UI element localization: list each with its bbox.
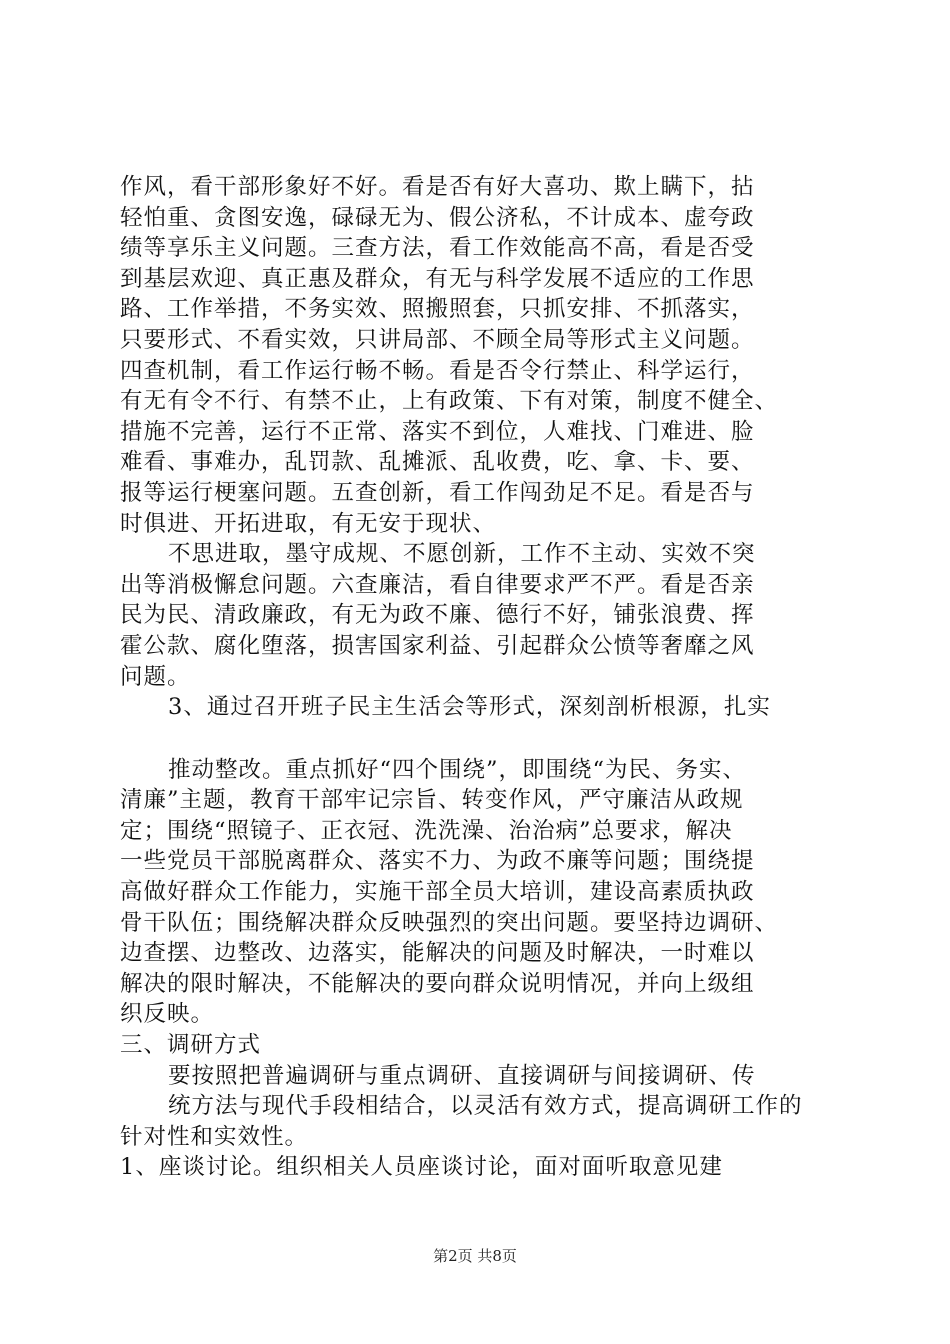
text-line: 1、座谈讨论。组织相关人员座谈讨论，面对面听取意见建 (120, 1154, 723, 1181)
text-line: 一些党员干部脱离群众、落实不力、为政不廉等问题；围绕提 (120, 848, 755, 875)
paragraph-gap (120, 723, 832, 755)
text-line: 有无有令不行、有禁不止，上有政策、下有对策，制度不健全、 (120, 388, 779, 415)
text-line: 时俱进、开拓进取，有无安于现状、 (120, 510, 497, 537)
text-line: 边查摆、边整改、边落实，能解决的问题及时解决，一时难以 (120, 940, 755, 967)
text-line: 定；围绕“照镜子、正衣冠、洗洗澡、治治病”总要求，解决 (120, 817, 733, 844)
text-line: 路、工作举措，不务实效、照搬照套，只抓安排、不抓落实， (120, 296, 755, 323)
text-line: 推动整改。重点抓好“四个围绕”，即围绕“为民、务实、 (168, 756, 747, 783)
text-line: 绩等享乐主义问题。三查方法，看工作效能高不高，看是否受 (120, 235, 755, 262)
text-line: 难看、事难办，乱罚款、乱摊派、乱收费，吃、拿、卡、要、 (120, 449, 755, 476)
text-line: 高做好群众工作能力，实施干部全员大培训，建设高素质执政 (120, 879, 755, 906)
text-line (120, 1183, 832, 1214)
text-line: 作风，看干部形象好不好。看是否有好大喜功、欺上瞒下，拈 (120, 174, 755, 200)
text-line: 轻怕重、贪图安逸，碌碌无为、假公济私，不计成本、虚夸政 (120, 204, 755, 231)
text-line: 措施不完善，运行不正常、落实不到位，人难找、门难进、脸 (120, 418, 755, 445)
text-line: 三、调研方式 (120, 1032, 262, 1059)
section-heading: 要按照把普遍调研与重点调研、直接调研与间接调研、传 (168, 1062, 756, 1089)
text-line: 到基层欢迎、真正惠及群众，有无与科学发展不适应的工作思 (120, 265, 755, 292)
text-line: 解决的限时解决，不能解决的要向群众说明情况，并向上级组 (120, 970, 755, 997)
text-line: 民为民、清政廉政，有无为政不廉、德行不好，铺张浪费、挥 (120, 602, 755, 629)
text-line: 霍公款、腐化堕落，损害国家利益、引起群众公愤等奢靡之风 (120, 632, 755, 659)
text-line: 只要形式、不看实效，只讲局部、不顾全局等形式主义问题。 (120, 326, 755, 353)
text-line: 统方法与现代手段相结合，以灵活有效方式，提高调研工作的 (168, 1093, 803, 1120)
page-number-footer: 第2页 共8页 (433, 1247, 517, 1265)
text-line: 织反映。 (120, 1001, 215, 1028)
text-line: 四查机制，看工作运行畅不畅。看是否令行禁止、科学运行， (120, 357, 755, 384)
text-line: 出等消极懈怠问题。六查廉洁，看自律要求严不严。看是否亲 (120, 571, 755, 598)
text-line: 不思进取，墨守成规、不愿创新，工作不主动、实效不突 (168, 541, 756, 568)
text-line: 骨干队伍；围绕解决群众反映强烈的突出问题。要坚持边调研、 (120, 909, 779, 936)
text-line: 问题。 (120, 663, 191, 690)
document-body (120, 172, 832, 1214)
text-line: 报等运行梗塞问题。五查创新，看工作闯劲足不足。看是否与 (120, 479, 755, 506)
text-line: 针对性和实效性。 (120, 1123, 309, 1150)
text-line: 清廉”主题，教育干部牢记宗旨、转变作风，严守廉洁从政规 (120, 787, 744, 814)
text-line: 3、通过召开班子民主生活会等形式，深刻剖析根源，扎实 (168, 694, 771, 721)
